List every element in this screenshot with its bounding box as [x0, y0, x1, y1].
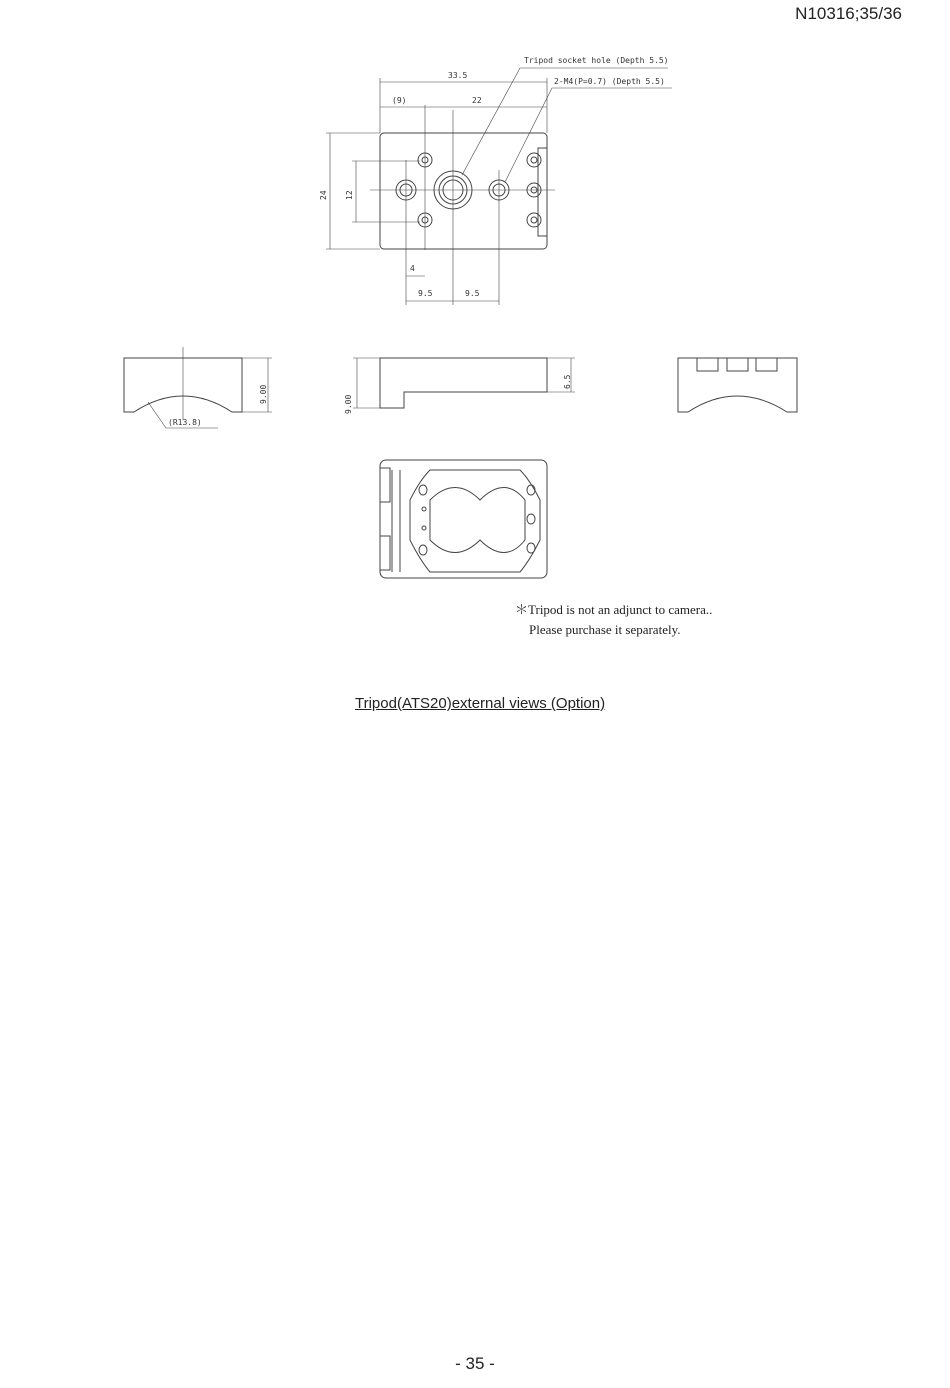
top-view: [326, 68, 672, 305]
dim-height-inner: 12: [345, 190, 354, 200]
rear-view: [678, 358, 797, 412]
dim-pitch-right: 9.5: [465, 289, 480, 298]
page-number: - 35 -: [455, 1354, 495, 1373]
dim-radius: (R13.8): [168, 418, 202, 427]
dim-front-height: 9.00: [259, 384, 268, 404]
front-view: [124, 347, 272, 428]
note-line-2: Please purchase it separately.: [529, 622, 681, 637]
dim-pitch-left: 9.5: [418, 289, 433, 298]
figure-caption: Tripod(ATS20)external views (Option): [355, 695, 606, 712]
dim-height-outer: 24: [319, 190, 328, 200]
dim-hole-span: 22: [472, 96, 482, 105]
dim-lip-height: 6.5: [563, 374, 572, 389]
callout-socket-hole: Tripod socket hole (Depth 5.5): [524, 56, 669, 65]
document-id: N10316;35/36: [795, 4, 902, 23]
note-line-1: ＊Tripod is not an adjunct to camera..: [515, 602, 713, 617]
bottom-view: [380, 460, 547, 578]
dim-small-offset: 4: [410, 264, 415, 273]
purchase-note: [515, 600, 712, 640]
callout-thread: 2-M4(P=0.7) (Depth 5.5): [554, 77, 665, 86]
side-view: [353, 358, 575, 408]
dim-side-height: 9.00: [344, 394, 353, 414]
dim-overall-width: 33.5: [448, 71, 468, 80]
dim-left-offset: (9): [392, 96, 407, 105]
